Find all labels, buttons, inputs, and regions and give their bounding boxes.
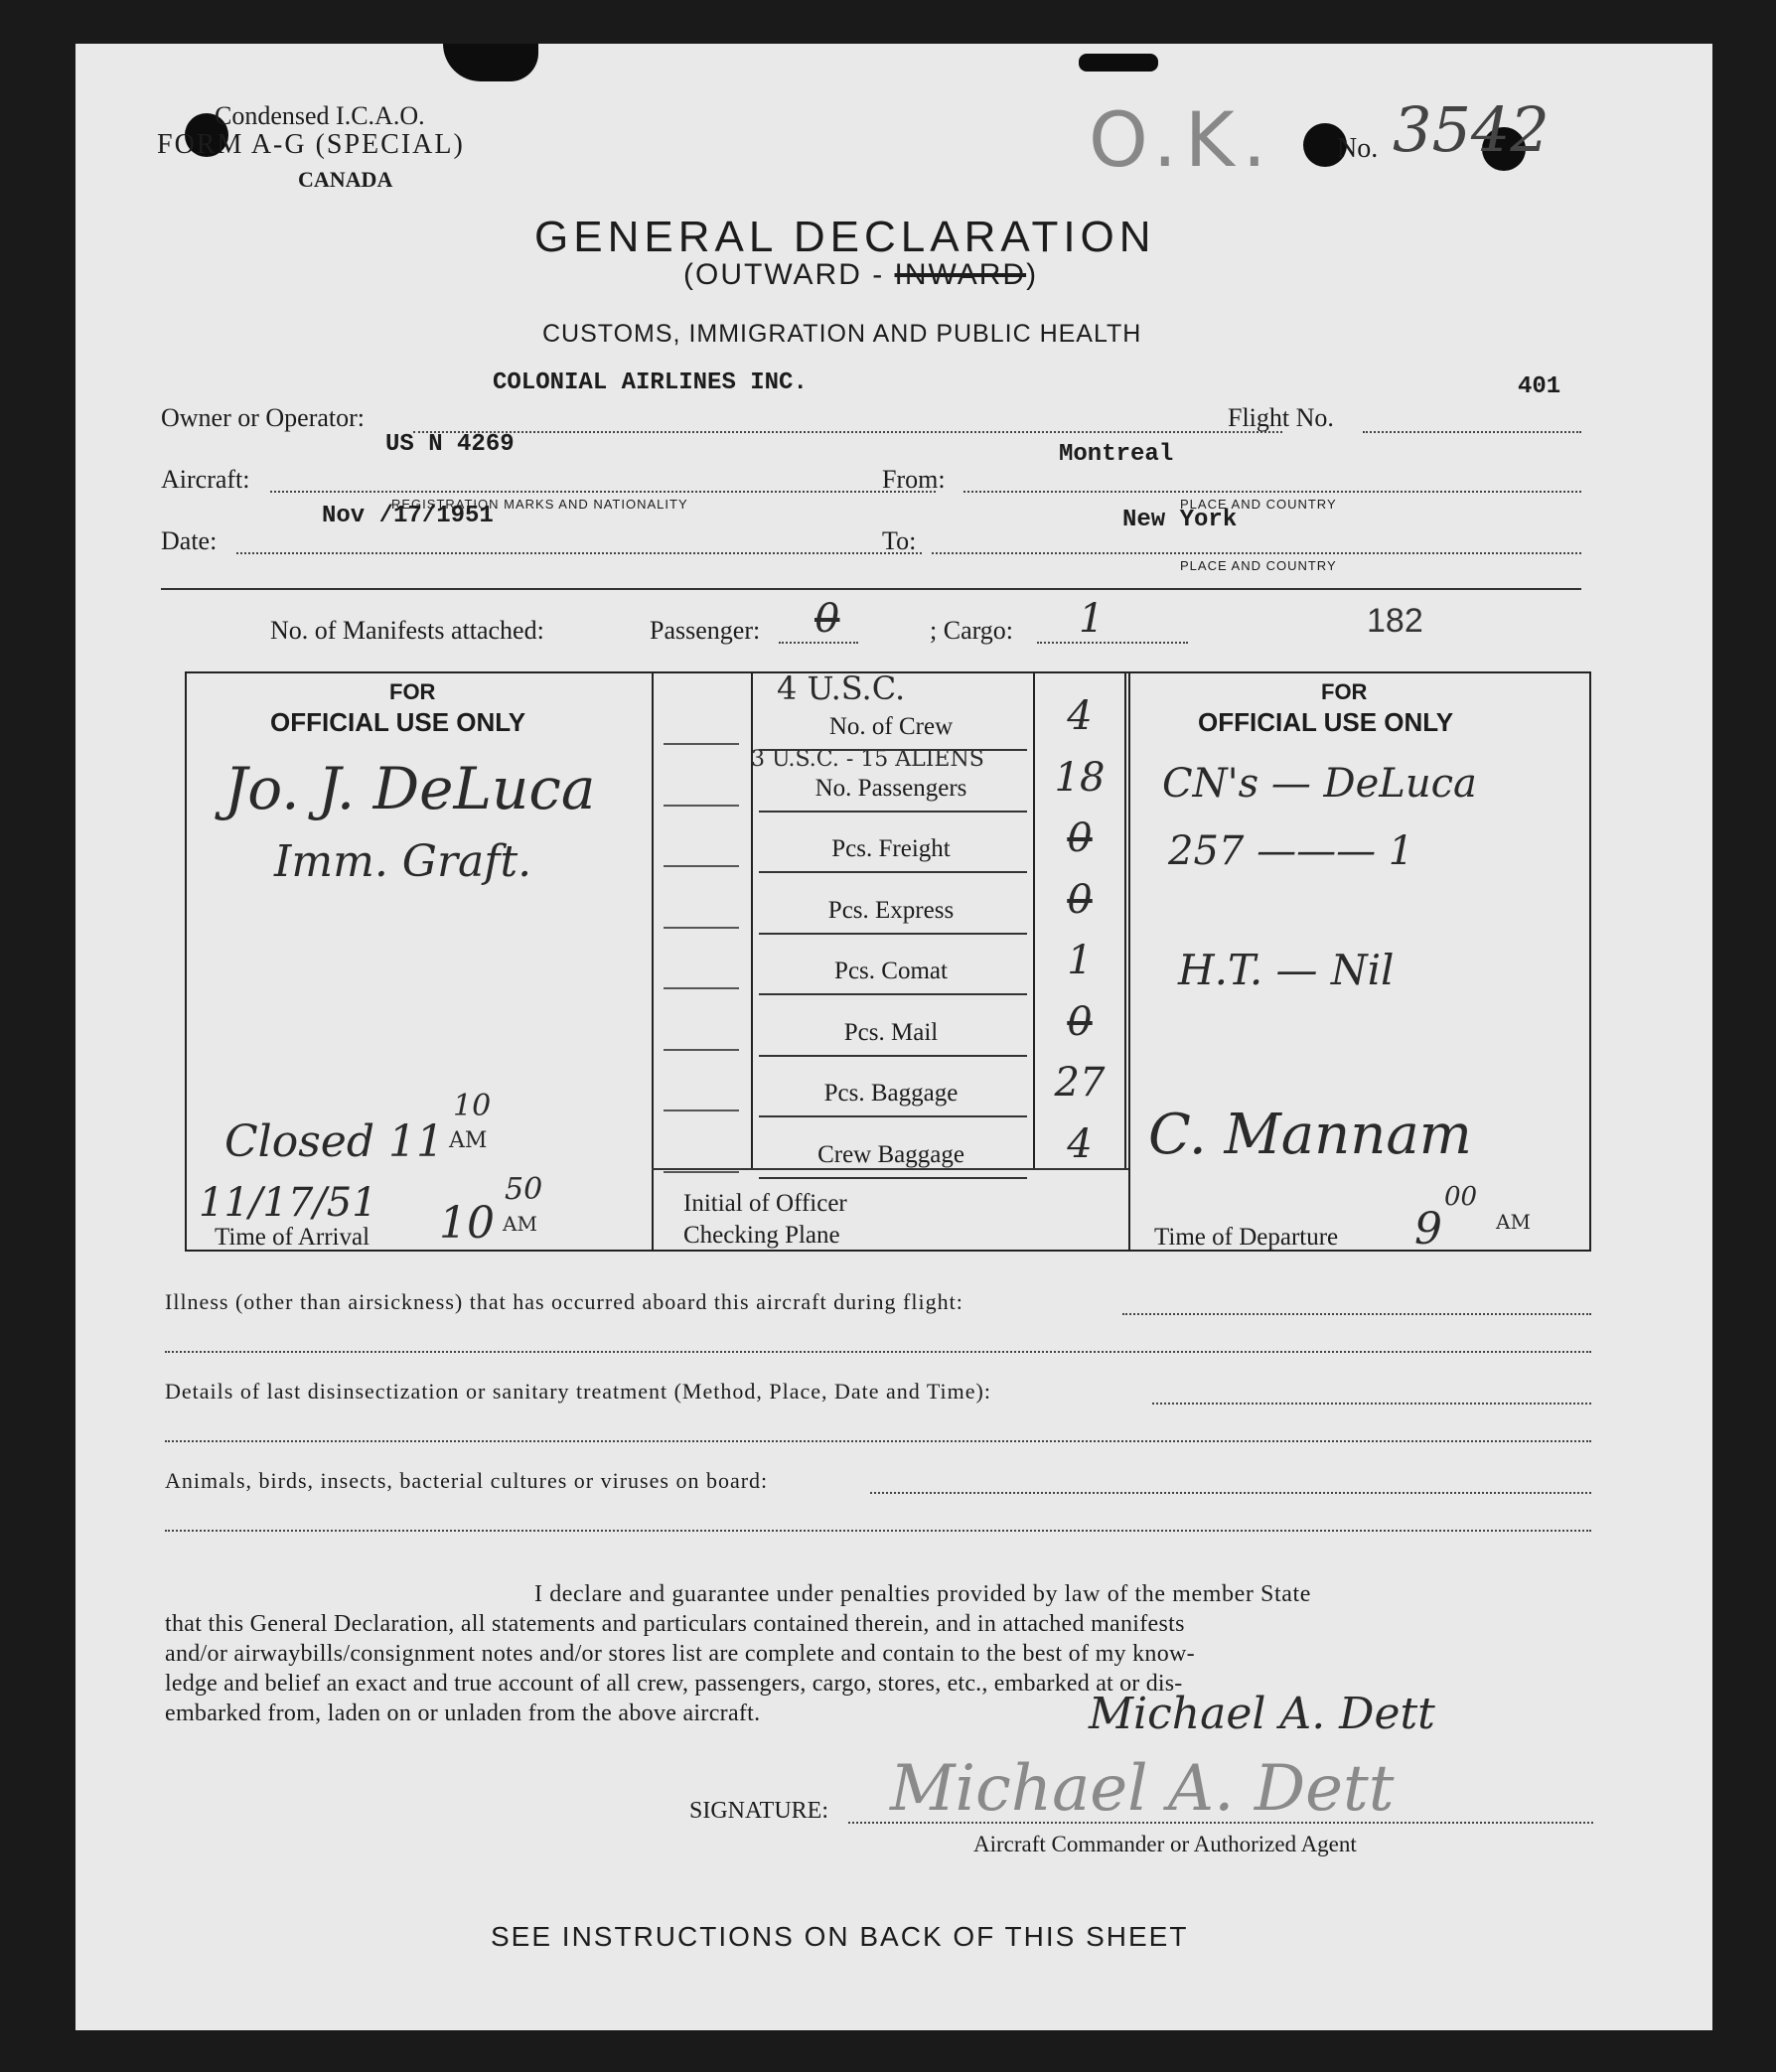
passenger-note: 3 U.S.C. - 15 ALIENS (751, 747, 984, 772)
closed-minutes: 10 (453, 1089, 492, 1123)
right-official-heading-2: OFFICIAL USE ONLY (1198, 707, 1454, 737)
arrival-minutes: 50 (505, 1172, 543, 1207)
row-dash (664, 1110, 739, 1111)
left-official-title: Imm. Graft. (274, 836, 532, 887)
signature-main: Michael A. Dett (890, 1752, 1395, 1826)
row-underline (759, 933, 1027, 935)
declaration-line-2: that this General Declaration, all statements and particulars contained therein, and in attached manifests (165, 1611, 1185, 1637)
row-dash (664, 865, 739, 867)
country-label: CANADA (298, 167, 393, 192)
officer-label-2: Checking Plane (683, 1222, 840, 1249)
row-dash (664, 927, 739, 929)
title-sub-close: ) (1026, 258, 1039, 291)
from-label: From: (882, 465, 946, 494)
departure-value (1414, 1182, 1531, 1255)
right-official-heading-1: FOR (1321, 679, 1368, 704)
to-place-caption: PLACE AND COUNTRY (1180, 558, 1337, 573)
illness-line-2 (165, 1351, 1591, 1353)
aircraft-value: US N 4269 (385, 431, 515, 458)
row-value: 1 (1067, 938, 1093, 983)
departure-minutes: 00 (1444, 1182, 1478, 1212)
disinsect-line-1 (1152, 1403, 1591, 1405)
arrival-value (439, 1172, 543, 1249)
flight-value: 401 (1518, 373, 1561, 400)
animals-line-1 (870, 1492, 1591, 1494)
declaration-line-5: embarked from, laden on or unladen from the above aircraft. (165, 1701, 761, 1726)
agencies-line: CUSTOMS, IMMIGRATION AND PUBLIC HEALTH (542, 320, 1142, 348)
disinsect-line-2 (165, 1440, 1591, 1442)
passenger-value: 0 (814, 596, 840, 642)
row-dash (664, 805, 739, 807)
declaration-line-3: and/or airwaybills/consignment notes and/or stores list are complete and contain to the best of my know- (165, 1641, 1195, 1667)
row-underline (759, 749, 1027, 751)
row-value: 0 (1067, 876, 1093, 923)
owner-value: COLONIAL AIRLINES INC. (493, 370, 808, 396)
title-sub (683, 258, 1038, 292)
registration-caption: REGISTRATION MARKS AND NATIONALITY (391, 497, 688, 512)
row-label: Pcs. Comat (834, 958, 948, 984)
from-line (963, 491, 1581, 493)
from-value: Montreal (1059, 441, 1174, 468)
row-label: No. of Crew (828, 713, 954, 740)
row-value: 4 (1067, 1120, 1093, 1167)
date-label: Date: (161, 526, 218, 555)
icao-line: Condensed I.C.A.O. (215, 101, 425, 130)
to-label: To: (882, 526, 917, 555)
row-underline (759, 993, 1027, 995)
disinsect-question: Details of last disinsectization or sanitary treatment (Method, Place, Date and Time): (165, 1379, 991, 1404)
right-official-line-1: CN's — DeLuca (1162, 761, 1477, 807)
row-underline (759, 1055, 1027, 1057)
illness-question: Illness (other than airsickness) that has occurred aboard this aircraft during flight: (165, 1289, 963, 1314)
aircraft-label: Aircraft: (161, 465, 250, 494)
row-value: 4 (1067, 693, 1093, 739)
row-underline (759, 871, 1027, 873)
aircraft-line (270, 491, 936, 493)
right-official-signature: C. Mannam (1148, 1103, 1472, 1167)
row-label: No. Passengers (814, 774, 967, 802)
ok-stamp: O.K. (1089, 95, 1274, 184)
row-label: Crew Baggage (817, 1140, 964, 1168)
row-value: 18 (1054, 754, 1106, 801)
right-official-line-3: H.T. — Nil (1178, 946, 1395, 994)
departure-ampm: AM (1496, 1210, 1531, 1234)
left-official-heading-1: FOR (389, 679, 436, 704)
row-label: Pcs. Baggage (823, 1080, 959, 1107)
arrival-date: 11/17/51 (199, 1180, 377, 1226)
row-dash (664, 1049, 739, 1051)
cargo-line (1037, 642, 1188, 644)
closed-ampm: AM (449, 1128, 488, 1153)
title-sub-struck: INWARD (894, 258, 1027, 291)
row-value: 0 (1067, 815, 1093, 861)
table-divider-right (1128, 671, 1130, 1250)
owner-label: Owner or Operator: (161, 403, 366, 432)
declaration-sheet (75, 44, 1712, 2030)
closed-text: Closed 11 (224, 1116, 444, 1167)
from-place-caption: PLACE AND COUNTRY (1180, 497, 1337, 512)
closed-note (224, 1089, 492, 1167)
title-sub-open: (OUTWARD - (683, 258, 895, 291)
row-label: Pcs. Express (827, 896, 955, 924)
extra-number: 182 (1367, 602, 1423, 640)
to-line (932, 552, 1581, 554)
arrival-hour: 10 (439, 1198, 495, 1249)
passenger-line (779, 642, 858, 644)
crew-note: 4 U.S.C. (777, 669, 906, 707)
table-divider-value-right (1124, 671, 1126, 1170)
departure-label: Time of Departure (1154, 1224, 1339, 1251)
officer-label-1: Initial of Officer (683, 1190, 847, 1217)
no-label: No. (1337, 133, 1379, 164)
signature-line (848, 1822, 1593, 1824)
signature-caption: Aircraft Commander or Authorized Agent (973, 1832, 1357, 1856)
declaration-line-4: ledge and belief an exact and true account of all crew, passengers, cargo, stores, etc., embarked at or dis- (165, 1671, 1183, 1697)
signature-above: Michael A. Dett (1089, 1689, 1435, 1739)
arrival-label: Time of Arrival (215, 1224, 370, 1251)
flight-label: Flight No. (1228, 403, 1334, 432)
page-title: GENERAL DECLARATION (534, 213, 1156, 261)
no-value: 3542 (1393, 93, 1550, 166)
row-underline (759, 1177, 1027, 1179)
left-official-heading-2: OFFICIAL USE ONLY (270, 707, 526, 737)
form-line: FORM A-G (SPECIAL) (157, 129, 465, 160)
to-value: New York (1122, 507, 1238, 533)
row-label: Pcs. Freight (831, 835, 951, 862)
header-divider (161, 588, 1581, 590)
flight-line (1363, 431, 1581, 433)
declaration-line-1: I declare and guarantee under penalties provided by law of the member State (534, 1581, 1312, 1607)
table-divider-left (652, 671, 654, 1250)
animals-line-2 (165, 1530, 1591, 1532)
illness-line-1 (1122, 1313, 1591, 1315)
row-dash (664, 743, 739, 745)
footer-instructions: SEE INSTRUCTIONS ON BACK OF THIS SHEET (491, 1921, 1189, 1952)
row-value: 27 (1054, 1060, 1106, 1106)
cargo-label: ; Cargo: (930, 616, 1014, 645)
right-official-line-2: 257 ——— 1 (1168, 828, 1414, 874)
row-value: 0 (1067, 998, 1093, 1045)
row-underline (759, 1115, 1027, 1117)
left-official-signature: Jo. J. DeLuca (224, 755, 596, 822)
signature-label: SIGNATURE: (689, 1798, 829, 1824)
animals-question: Animals, birds, insects, bacterial cultures or viruses on board: (165, 1468, 769, 1493)
cargo-value: 1 (1079, 596, 1105, 642)
row-dash (664, 987, 739, 989)
manifests-label: No. of Manifests attached: (270, 616, 544, 645)
row-label: Pcs. Mail (843, 1018, 939, 1046)
date-line (236, 552, 922, 554)
date-value: Nov /17/1951 (322, 503, 494, 529)
passenger-label: Passenger: (650, 616, 761, 645)
row-dash (664, 1171, 739, 1173)
arrival-ampm: AM (503, 1212, 537, 1236)
owner-line (413, 431, 1282, 433)
torn-edge-mark-2 (1079, 54, 1158, 72)
departure-hour: 9 (1414, 1204, 1442, 1255)
row-underline (759, 811, 1027, 813)
torn-edge-mark (443, 44, 538, 81)
